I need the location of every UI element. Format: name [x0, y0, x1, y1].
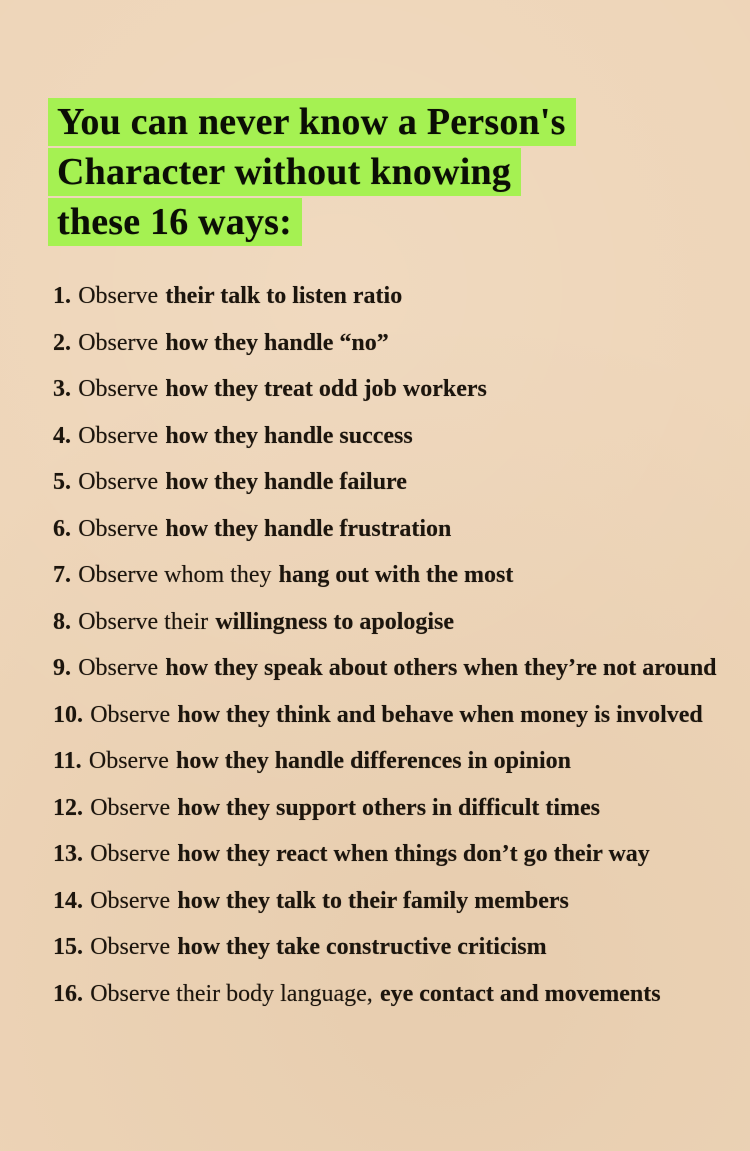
item-lead-text: Observe: [88, 748, 169, 774]
observation-list: [53, 273, 733, 1017]
item-number: 14.: [53, 887, 83, 914]
item-number: 3.: [53, 376, 71, 402]
title-line-3: these 16 ways:: [48, 198, 302, 246]
list-item: [53, 459, 733, 506]
item-lead-text: Observe: [78, 283, 159, 309]
list-item: [53, 273, 733, 320]
item-bold-text: how they handle frustration: [165, 515, 452, 542]
item-bold-text: how they think and behave when money is involved: [177, 701, 703, 728]
title-line-2: Character without knowing: [48, 148, 521, 196]
item-number: 5.: [53, 469, 71, 495]
list-item: [53, 599, 733, 646]
item-number: 11.: [53, 748, 82, 774]
item-number: 6.: [53, 515, 71, 542]
item-bold-text: how they handle failure: [165, 469, 407, 495]
list-item: [53, 413, 733, 460]
item-bold-text: how they speak about others when they’re not around: [165, 655, 717, 681]
item-number: 9.: [53, 655, 71, 681]
list-item: [53, 645, 733, 692]
list-item: [53, 320, 733, 367]
item-bold-text: how they talk to their family members: [177, 887, 569, 914]
item-number: 12.: [53, 794, 83, 821]
item-bold-text: their talk to listen ratio: [165, 283, 403, 309]
item-lead-text: Observe: [90, 841, 171, 867]
item-bold-text: how they take constructive criticism: [177, 934, 547, 960]
item-number: 1.: [53, 283, 71, 309]
item-number: 13.: [53, 841, 83, 867]
list-item: [53, 692, 733, 739]
item-number: 15.: [53, 934, 83, 960]
item-number: 2.: [53, 329, 71, 356]
item-number: 8.: [53, 608, 71, 635]
item-number: 10.: [53, 701, 83, 728]
item-lead-text: Observe: [78, 376, 159, 402]
list-item: [53, 738, 733, 785]
list-item: [53, 878, 733, 925]
item-lead-text: Observe: [90, 701, 171, 728]
list-item: [53, 785, 733, 832]
item-lead-text: Observe: [78, 655, 159, 681]
item-lead-text: Observe their: [78, 608, 209, 635]
list-item: [53, 552, 733, 599]
list-item: [53, 924, 733, 971]
item-lead-text: Observe: [78, 422, 159, 449]
title-line-1: You can never know a Person's: [48, 98, 576, 146]
item-bold-text: how they handle success: [165, 422, 413, 449]
list-item: [53, 971, 733, 1018]
item-lead-text: Observe: [90, 887, 171, 914]
item-number: 16.: [53, 980, 83, 1007]
item-lead-text: Observe: [90, 794, 171, 821]
item-bold-text: how they support others in difficult times: [177, 794, 601, 821]
item-lead-text: Observe their body language,: [90, 980, 373, 1007]
item-bold-text: eye contact and movements: [379, 980, 661, 1007]
item-lead-text: Observe: [78, 469, 159, 495]
item-lead-text: Observe whom they: [78, 562, 272, 588]
item-lead-text: Observe: [90, 934, 171, 960]
item-number: 7.: [53, 562, 71, 588]
item-bold-text: hang out with the most: [278, 562, 514, 588]
item-bold-text: willingness to apologise: [215, 608, 455, 635]
item-bold-text: how they react when things don’t go their way: [177, 841, 650, 867]
item-lead-text: Observe: [78, 329, 159, 356]
list-item: [53, 831, 733, 878]
item-bold-text: how they handle differences in opinion: [176, 748, 571, 774]
item-bold-text: how they treat odd job workers: [165, 376, 487, 402]
item-bold-text: how they handle “no”: [165, 329, 389, 356]
page-title: [48, 98, 708, 248]
list-item: [53, 506, 733, 553]
list-item: [53, 366, 733, 413]
item-number: 4.: [53, 422, 71, 449]
item-lead-text: Observe: [78, 515, 159, 542]
